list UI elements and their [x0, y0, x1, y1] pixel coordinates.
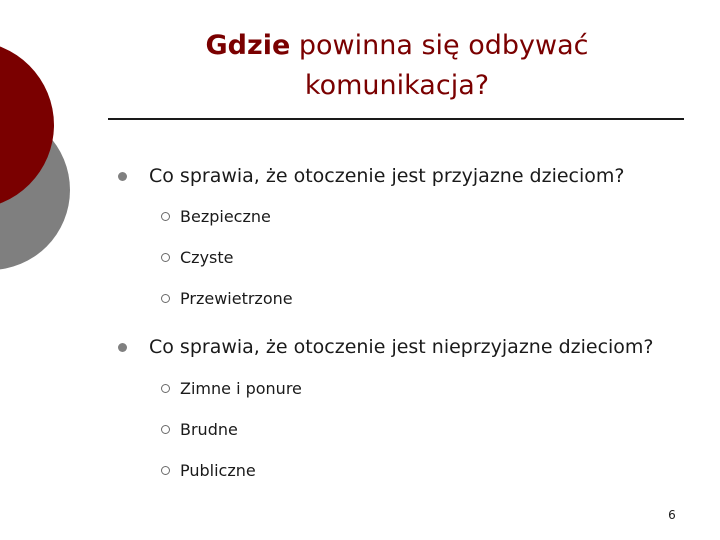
title-line-1 — [110, 26, 684, 66]
title-line-2: komunikacja? — [304, 70, 490, 101]
title-highlight-word: Gdzie — [205, 30, 291, 61]
hollow-bullet-icon — [161, 425, 170, 434]
hollow-bullet-icon — [161, 466, 170, 475]
hollow-bullet-icon — [161, 253, 170, 262]
sub-bullet-text: Brudne — [180, 420, 238, 439]
sub-bullet-text: Publiczne — [180, 461, 256, 480]
decorative-circles — [0, 0, 90, 300]
slide-title — [110, 26, 684, 106]
title-divider — [108, 118, 684, 120]
title-line-1-rest: powinna się odbywać — [298, 30, 589, 61]
bullet-text: Co sprawia, że otoczenie jest nieprzyjazne dzieciom? — [149, 336, 654, 358]
sub-bullet-text: Przewietrzone — [180, 289, 293, 308]
hollow-bullet-icon — [161, 212, 170, 221]
sub-bullet-text: Zimne i ponure — [180, 379, 302, 398]
filled-bullet-icon — [118, 172, 127, 181]
bullet-text: Co sprawia, że otoczenie jest przyjazne dzieciom? — [149, 165, 625, 187]
hollow-bullet-icon — [161, 294, 170, 303]
sub-bullet-text: Bezpieczne — [180, 207, 271, 226]
filled-bullet-icon — [118, 343, 127, 352]
page-number: 6 — [668, 508, 676, 522]
hollow-bullet-icon — [161, 384, 170, 393]
sub-bullet-text: Czyste — [180, 248, 234, 267]
